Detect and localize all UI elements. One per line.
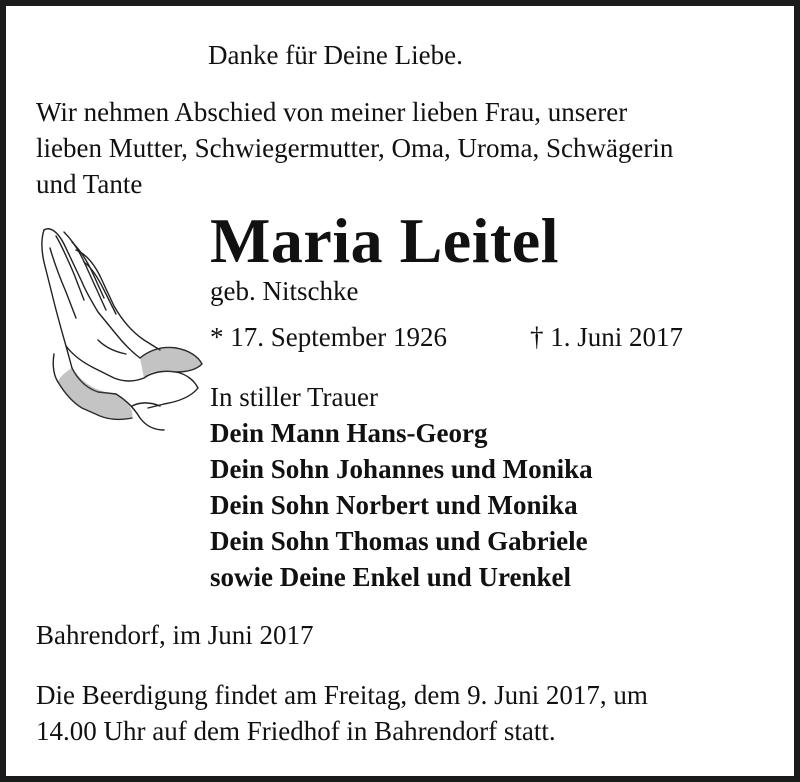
mourner-2: Dein Sohn Johannes und Monika xyxy=(210,454,593,484)
mourning-intro: In stiller Trauer xyxy=(210,382,378,412)
maiden-name: geb. Nitschke xyxy=(210,276,359,306)
mourner-3: Dein Sohn Norbert und Monika xyxy=(210,490,578,520)
obituary-notice xyxy=(6,6,794,776)
death-date: † 1. Juni 2017 xyxy=(530,322,684,352)
motto: Danke für Deine Liebe. xyxy=(208,40,463,70)
birth-date: * 17. September 1926 xyxy=(210,322,447,352)
place-date: Bahrendorf, im Juni 2017 xyxy=(36,620,314,650)
mourner-1: Dein Mann Hans-Georg xyxy=(210,418,488,448)
mourner-4: Dein Sohn Thomas und Gabriele xyxy=(210,526,588,556)
intro-line-2: lieben Mutter, Schwiegermutter, Oma, Uroma, Schwägerin xyxy=(36,133,674,163)
praying-hands-icon xyxy=(36,222,204,434)
deceased-name: Maria Leitel xyxy=(210,205,559,276)
intro-line-3: und Tante xyxy=(36,169,143,199)
funeral-line-1: Die Beerdigung findet am Freitag, dem 9. Juni 2017, um xyxy=(36,680,648,710)
mourner-5: sowie Deine Enkel und Urenkel xyxy=(210,562,572,592)
intro-line-1: Wir nehmen Abschied von meiner lieben Frau, unserer xyxy=(36,97,628,127)
funeral-line-2: 14.00 Uhr auf dem Friedhof in Bahrendorf statt. xyxy=(36,716,556,746)
